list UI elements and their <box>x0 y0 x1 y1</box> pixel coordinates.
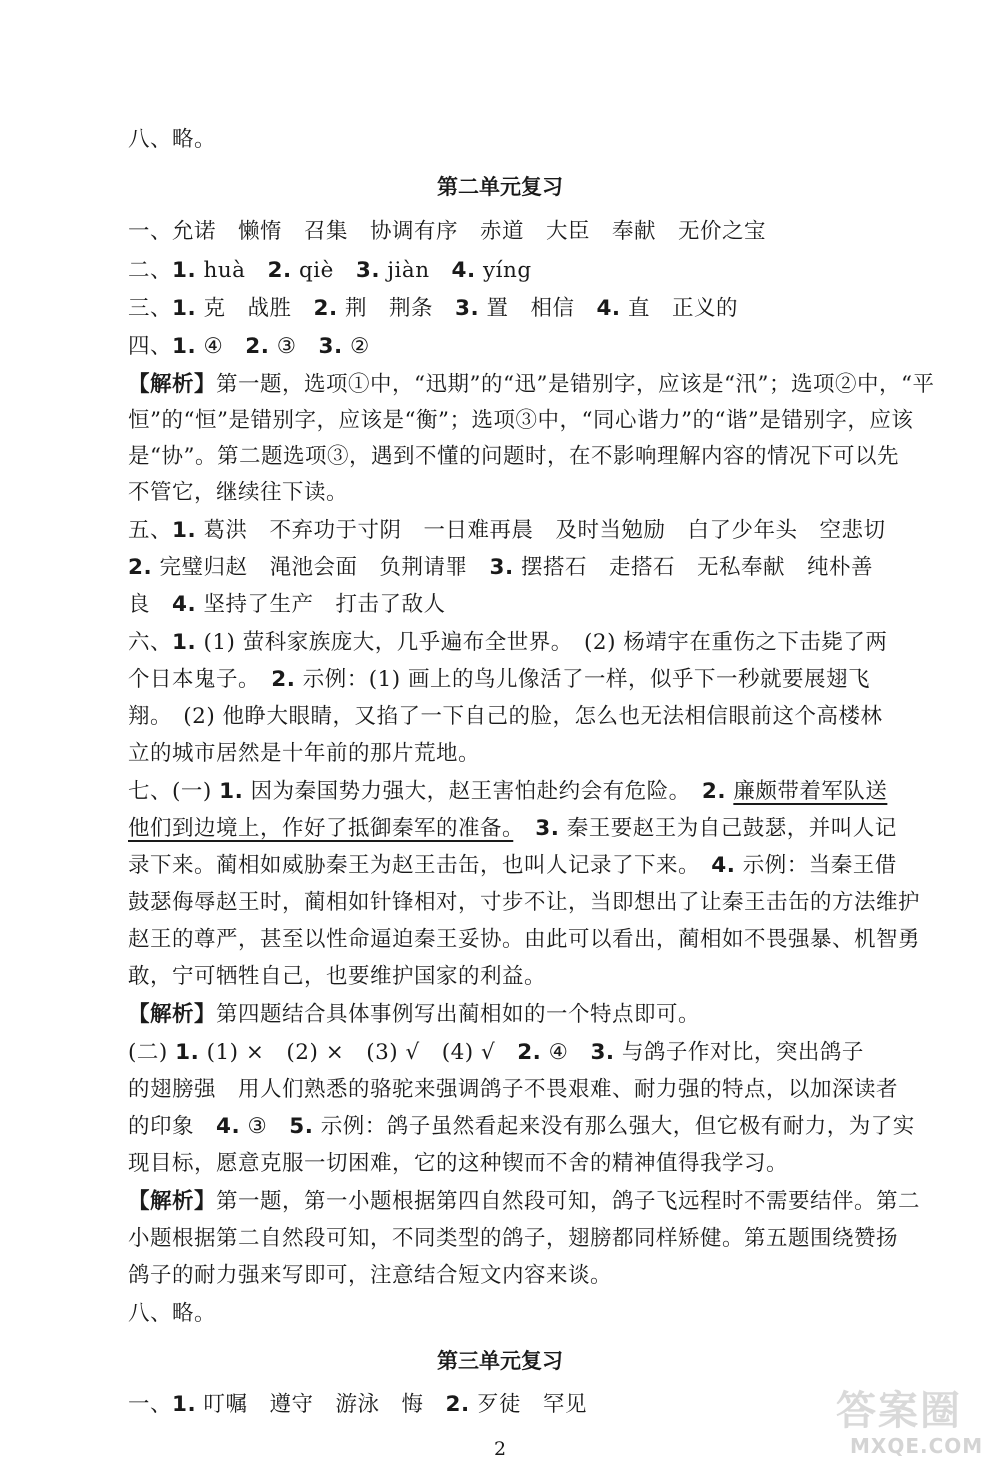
answer-line: 赵王的尊严，甚至以性命逼迫秦王妥协。由此可以看出，蔺相如不畏强暴、机智勇 <box>128 927 921 952</box>
unit2-title: 第二单元复习 <box>437 175 563 199</box>
answer-line: 立的城市居然是十年前的那片荒地。 <box>128 741 481 766</box>
answer-line: 的印象 4. ③ 5. 示例：鸽子虽然看起来没有那么强大，但它极有耐力，为了实 <box>128 1114 915 1139</box>
answer-line: 个日本鬼子。 2. 示例：(1) 画上的鸟儿像活了一样，似乎下一秒就要展翅飞 <box>128 667 871 692</box>
watermark-url: MXQE.COM <box>850 1434 984 1458</box>
analysis-line: 鸽子的耐力强来写即可，注意结合短文内容来谈。 <box>128 1263 613 1288</box>
answer-line: 他们到边境上，作好了抵御秦军的准备。 3. 秦王要赵王为自己鼓瑟，并叫人记 <box>128 816 897 841</box>
answer-line: 一、允诺 懒惰 召集 协调有序 赤道 大臣 奉献 无价之宝 <box>128 219 767 244</box>
answer-line: 敢，宁可牺牲自己，也要维护国家的利益。 <box>128 964 547 989</box>
intro-line: 八、略。 <box>128 127 217 152</box>
analysis-line: 小题根据第二自然段可知，不同类型的鸽子，翅膀都同样矫健。第五题围绕赞扬 <box>128 1226 899 1251</box>
answer-line: 2. 完璧归赵 渑池会面 负荆请罪 3. 摆搭石 走搭石 无私奉献 纯朴善 <box>128 555 873 580</box>
underlined-answer: 廉颇带着军队送 <box>733 779 888 804</box>
analysis-line: 是“协”。第二题选项③，遇到不懂的问题时，在不影响理解内容的情况下可以先 <box>128 444 899 469</box>
answer-line: (二) 1. (1) × (2) × (3) √ (4) √ 2. ④ 3. 与鸽子作对比，突出鸽子 <box>128 1040 864 1065</box>
analysis-line: 不管它，继续往下读。 <box>128 480 349 505</box>
answer-line: 鼓瑟侮辱赵王时，蔺相如针锋相对，寸步不让，当即想出了让秦王击缶的方法维护 <box>128 890 921 915</box>
answer-line: 录下来。蔺相如威胁秦王为赵王击缶，也叫人记录了下来。 4. 示例：当秦王借 <box>128 853 897 878</box>
answer-line: 现目标，愿意克服一切困难，它的这种锲而不舍的精神值得我学习。 <box>128 1151 789 1176</box>
watermark-logo <box>836 1388 986 1468</box>
analysis-line: 【解析】第一题，第一小题根据第四自然段可知，鸽子飞远程时不需要结伴。第二 <box>128 1189 921 1214</box>
analysis-label: 【解析】 <box>128 372 217 397</box>
analysis-line: 恒”的“恒”是错别字，应该是“衡”；选项③中，“同心谐力”的“谐”是错别字，应该 <box>128 408 914 433</box>
underlined-answer: 他们到边境上，作好了抵御秦军的准备。 <box>128 816 514 841</box>
answer-line: 八、略。 <box>128 1301 217 1326</box>
answer-line: 良 4. 坚持了生产 打击了敌人 <box>128 592 446 617</box>
page-number: 2 <box>493 1438 507 1460</box>
answer-line: 三、1. 克 战胜 2. 荆 荆条 3. 置 相信 4. 直 正义的 <box>128 296 738 321</box>
answer-line: 六、1. (1) 萤科家族庞大，几乎遍布全世界。 (2) 杨靖宇在重伤之下击毙了两 <box>128 630 888 655</box>
unit3-title: 第三单元复习 <box>437 1349 563 1373</box>
answer-line: 四、1. ④ 2. ③ 3. ② <box>128 334 370 359</box>
answer-line: 一、1. 叮嘱 遵守 游泳 悔 2. 歹徒 罕见 <box>128 1392 587 1417</box>
answer-line: 的翅膀强 用人们熟悉的骆驼来强调鸽子不畏艰难、耐力强的特点，以加深读者 <box>128 1077 899 1102</box>
answer-line: 翔。 (2) 他睁大眼睛，又掐了一下自己的脸，怎么也无法相信眼前这个高楼林 <box>128 704 883 729</box>
analysis-line: 【解析】第四题结合具体事例写出蔺相如的一个特点即可。 <box>128 1002 701 1027</box>
analysis-line: 【解析】第一题，选项①中，“迅期”的“迅”是错别字，应该是“汛”；选项②中，“平 <box>128 372 935 397</box>
watermark-title: 答案圈 <box>836 1388 962 1434</box>
analysis-label: 【解析】 <box>128 1002 217 1027</box>
analysis-label: 【解析】 <box>128 1189 217 1214</box>
answer-line: 五、1. 葛洪 不弃功于寸阴 一日难再晨 及时当勉励 白了少年头 空悲切 <box>128 518 886 543</box>
answer-line: 七、(一) 1. 因为秦国势力强大，赵王害怕赴约会有危险。 2. 廉颇带着军队送 <box>128 779 888 804</box>
answer-line: 二、1. huà 2. qiè 3. jiàn 4. yíng <box>128 258 532 283</box>
